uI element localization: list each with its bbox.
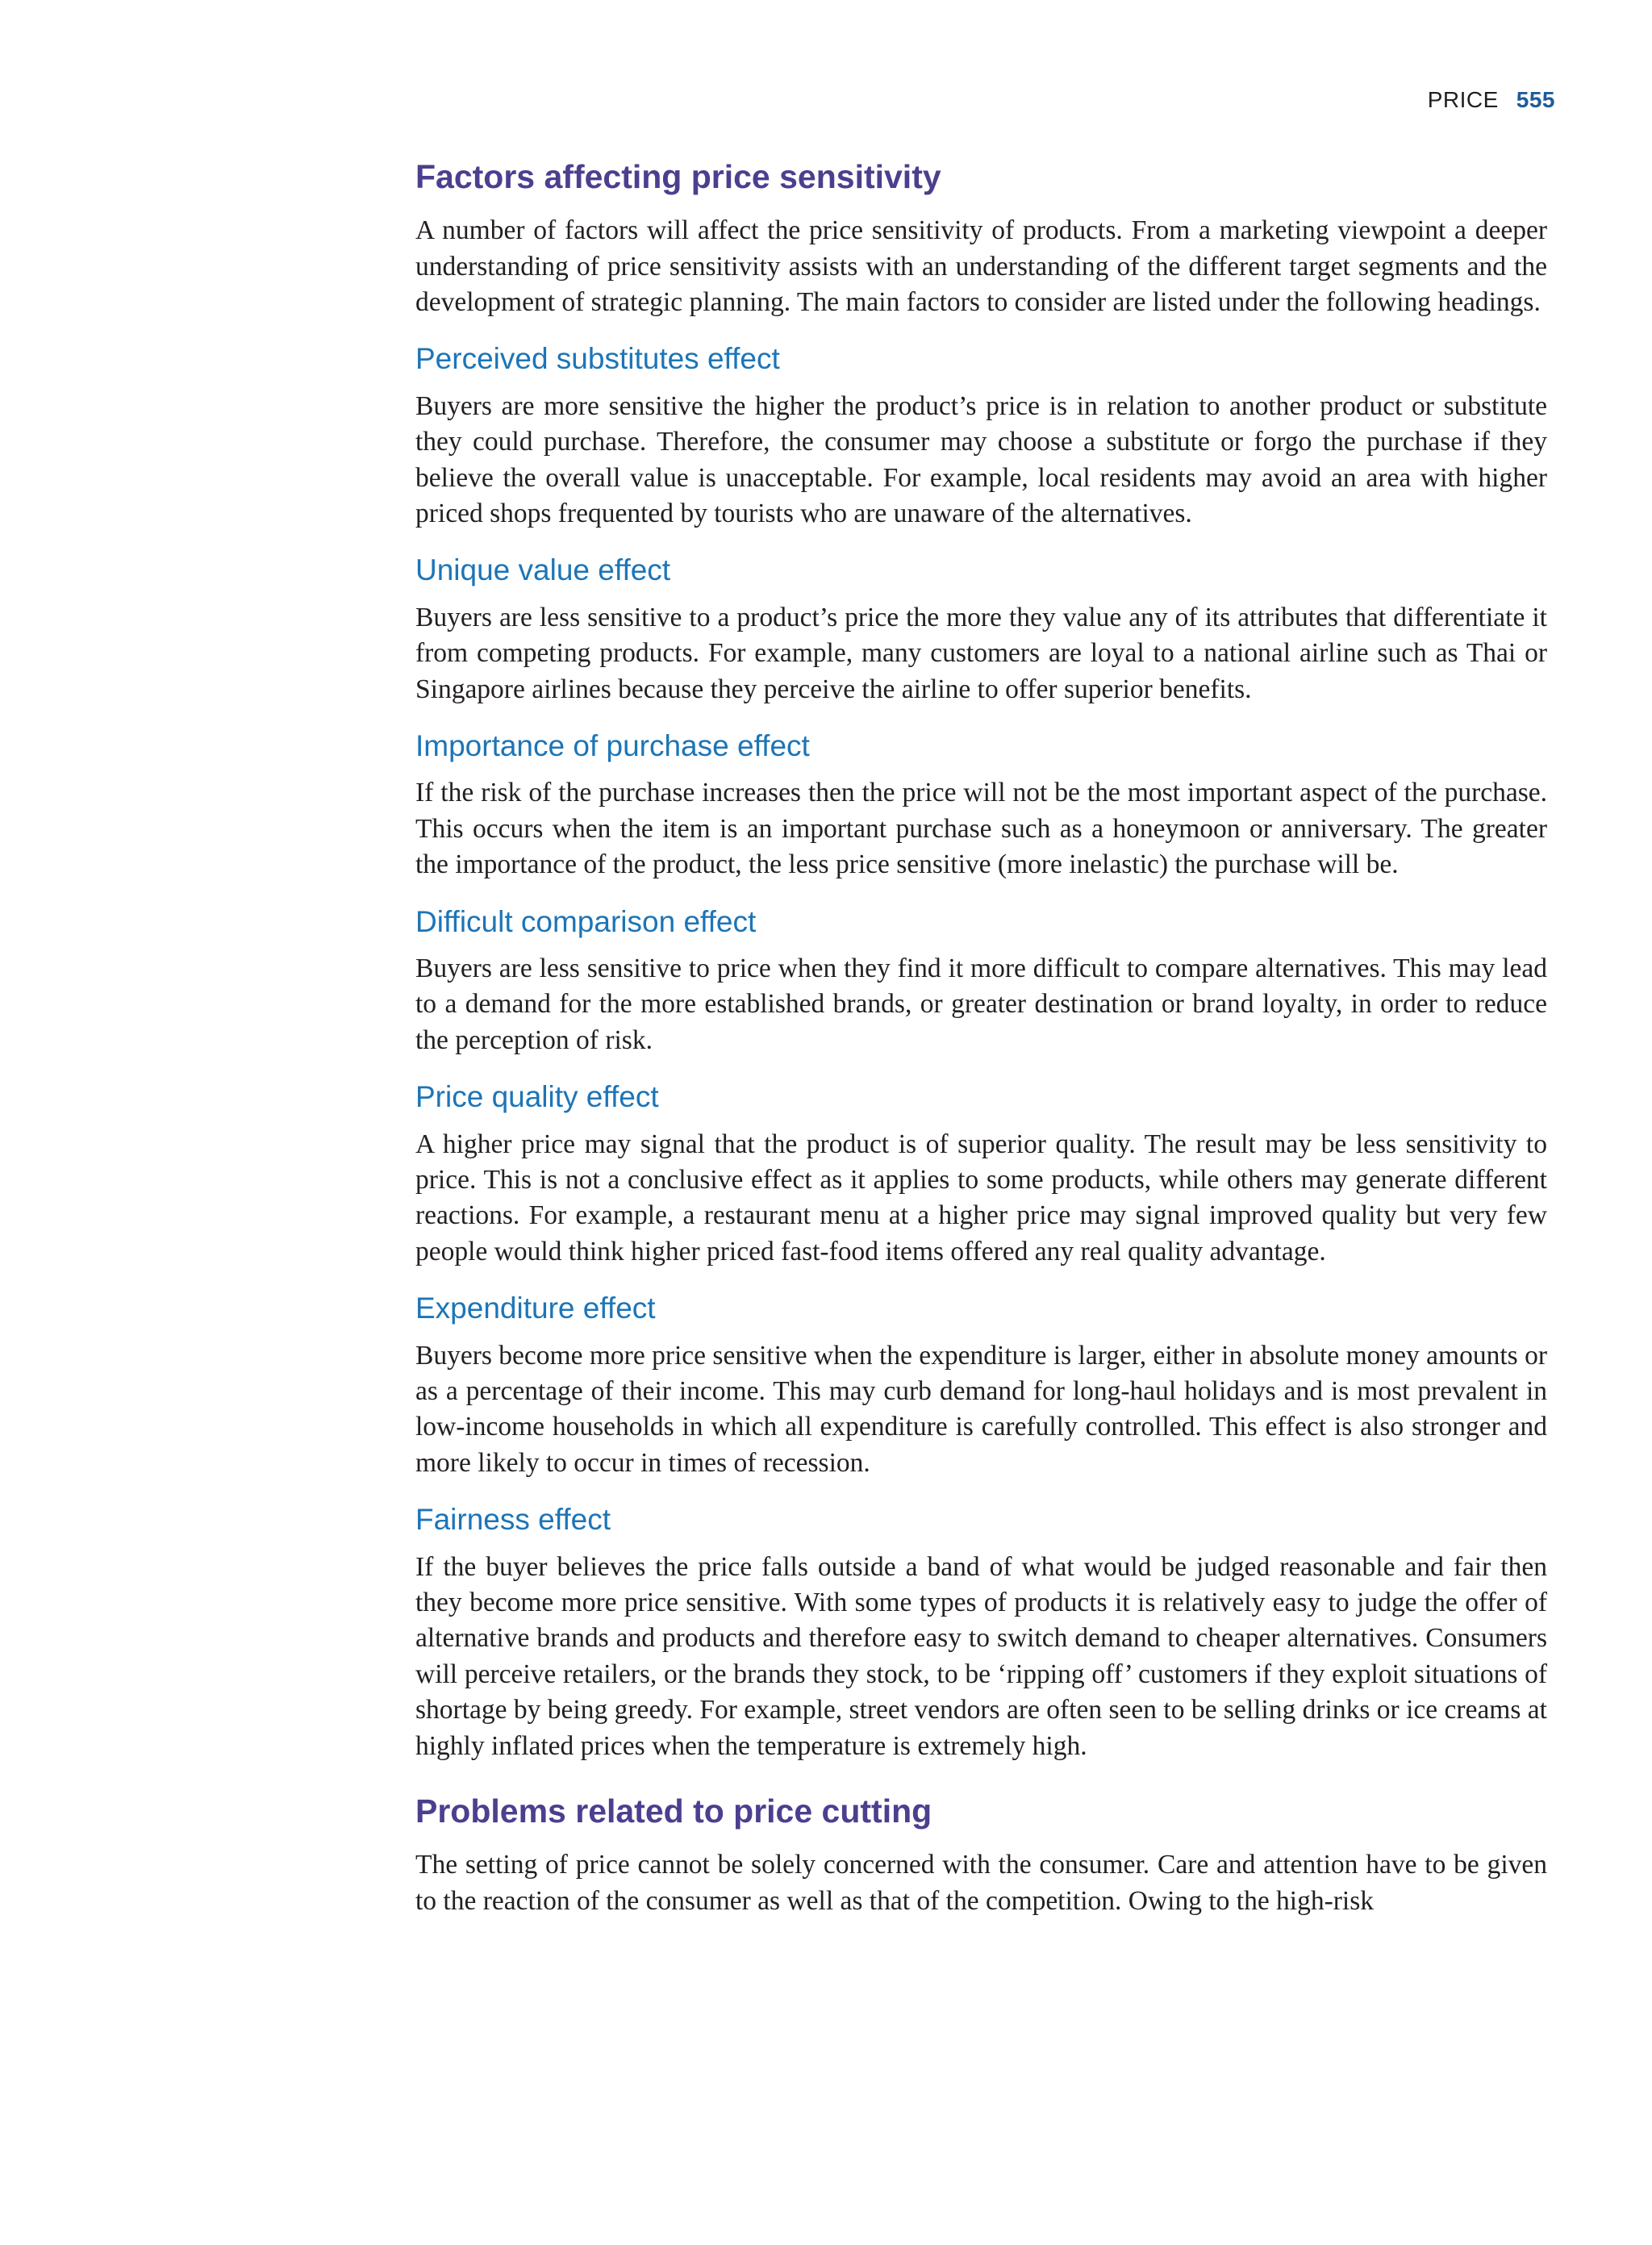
subsection-text-difficult-comparison: Buyers are less sensitive to price when they find it more difficult to compare alternatives. This may lead to a demand for the more established brands, or greater destination or brand loyalty, in order to reduce the perception of risk. [415,953,1547,1055]
subsection-heading-perceived-substitutes: Perceived substitutes effect [415,342,780,376]
running-header-section: PRICE [1427,87,1499,112]
subsection-heading-expenditure: Expenditure effect [415,1292,656,1325]
section-intro-factors: A number of factors will affect the price sensitivity of products. From a marketing viewpoint a deeper understanding of price sensitivity assists with an understanding of the different target segments and the development of strategic planning. The main factors to consider are listed under the following headings. [415,215,1547,317]
subsection-text-fairness: If the buyer believes the price falls outside a band of what would be judged reasonable and fair then they become more price sensitive. With some types of products it is relatively easy to judge the offer of alternative brands and products and therefore easy to switch demand to cheaper alternatives. Consumers will perceive retailers, or the brands they stock, to be ‘ripping off’ customers if they exploit situations of shortage by being greedy. For example, street vendors are often seen to be selling drinks or ice creams at highly inflated prices when the temperature is extremely high. [415,1551,1547,1761]
subsection-text-price-quality: A higher price may signal that the product is of superior quality. The result may be less sensitivity to price. This is not a conclusive effect as it applies to some products, while others may generate different reactions. For example, a restaurant menu at a higher price may signal improved quality but very few people would think higher priced fast-food items offered any real quality advantage. [415,1129,1547,1266]
running-header [1428,87,1555,113]
subsection-text-importance-of-purchase: If the risk of the purchase increases then the price will not be the most important aspect of the purchase. This occurs when the item is an important purchase such as a honeymoon or anniversary. The greater the importance of the product, the less price sensitive (more inelastic) the purchase will be. [415,778,1547,880]
subsection-heading-fairness: Fairness effect [415,1503,611,1537]
subsection-text-perceived-substitutes: Buyers are more sensitive the higher the product’s price is in relation to another product or substitute they could purchase. Therefore, the consumer may choose a substitute or forgo the purchase if they believe the overall value is unacceptable. For example, local residents may avoid an area with higher priced shops frequented by tourists who are unaware of the alternatives. [415,390,1547,529]
subsection-text-expenditure: Buyers become more price sensitive when the expenditure is larger, either in absolute money amounts or as a percentage of their income. This may curb demand for long-haul holidays and is most prevalent in low-income households in which all expenditure is carefully controlled. This effect is also stronger and more likely to occur in times of recession. [415,1340,1547,1478]
subsection-heading-price-quality: Price quality effect [415,1080,659,1114]
subsection-heading-unique-value: Unique value effect [415,553,671,587]
subsection-text-unique-value: Buyers are less sensitive to a product’s price the more they value any of its attributes that differentiate it from competing products. For example, many customers are loyal to a national airline such as Thai or Singapore airlines because they perceive the airline to offer superior benefits. [415,602,1547,704]
section-intro-price-cutting: The setting of price cannot be solely concerned with the consumer. Care and attention have to be given to the reaction of the consumer as well as that of the competition. Owing to the high-risk [415,1850,1547,1916]
section-heading-factors: Factors affecting price sensitivity [415,158,941,195]
subsection-heading-importance-of-purchase: Importance of purchase effect [415,729,810,763]
subsection-heading-difficult-comparison: Difficult comparison effect [415,904,757,938]
page-body [415,157,1547,1919]
page-number: 555 [1516,87,1555,112]
section-heading-price-cutting: Problems related to price cutting [415,1792,932,1830]
